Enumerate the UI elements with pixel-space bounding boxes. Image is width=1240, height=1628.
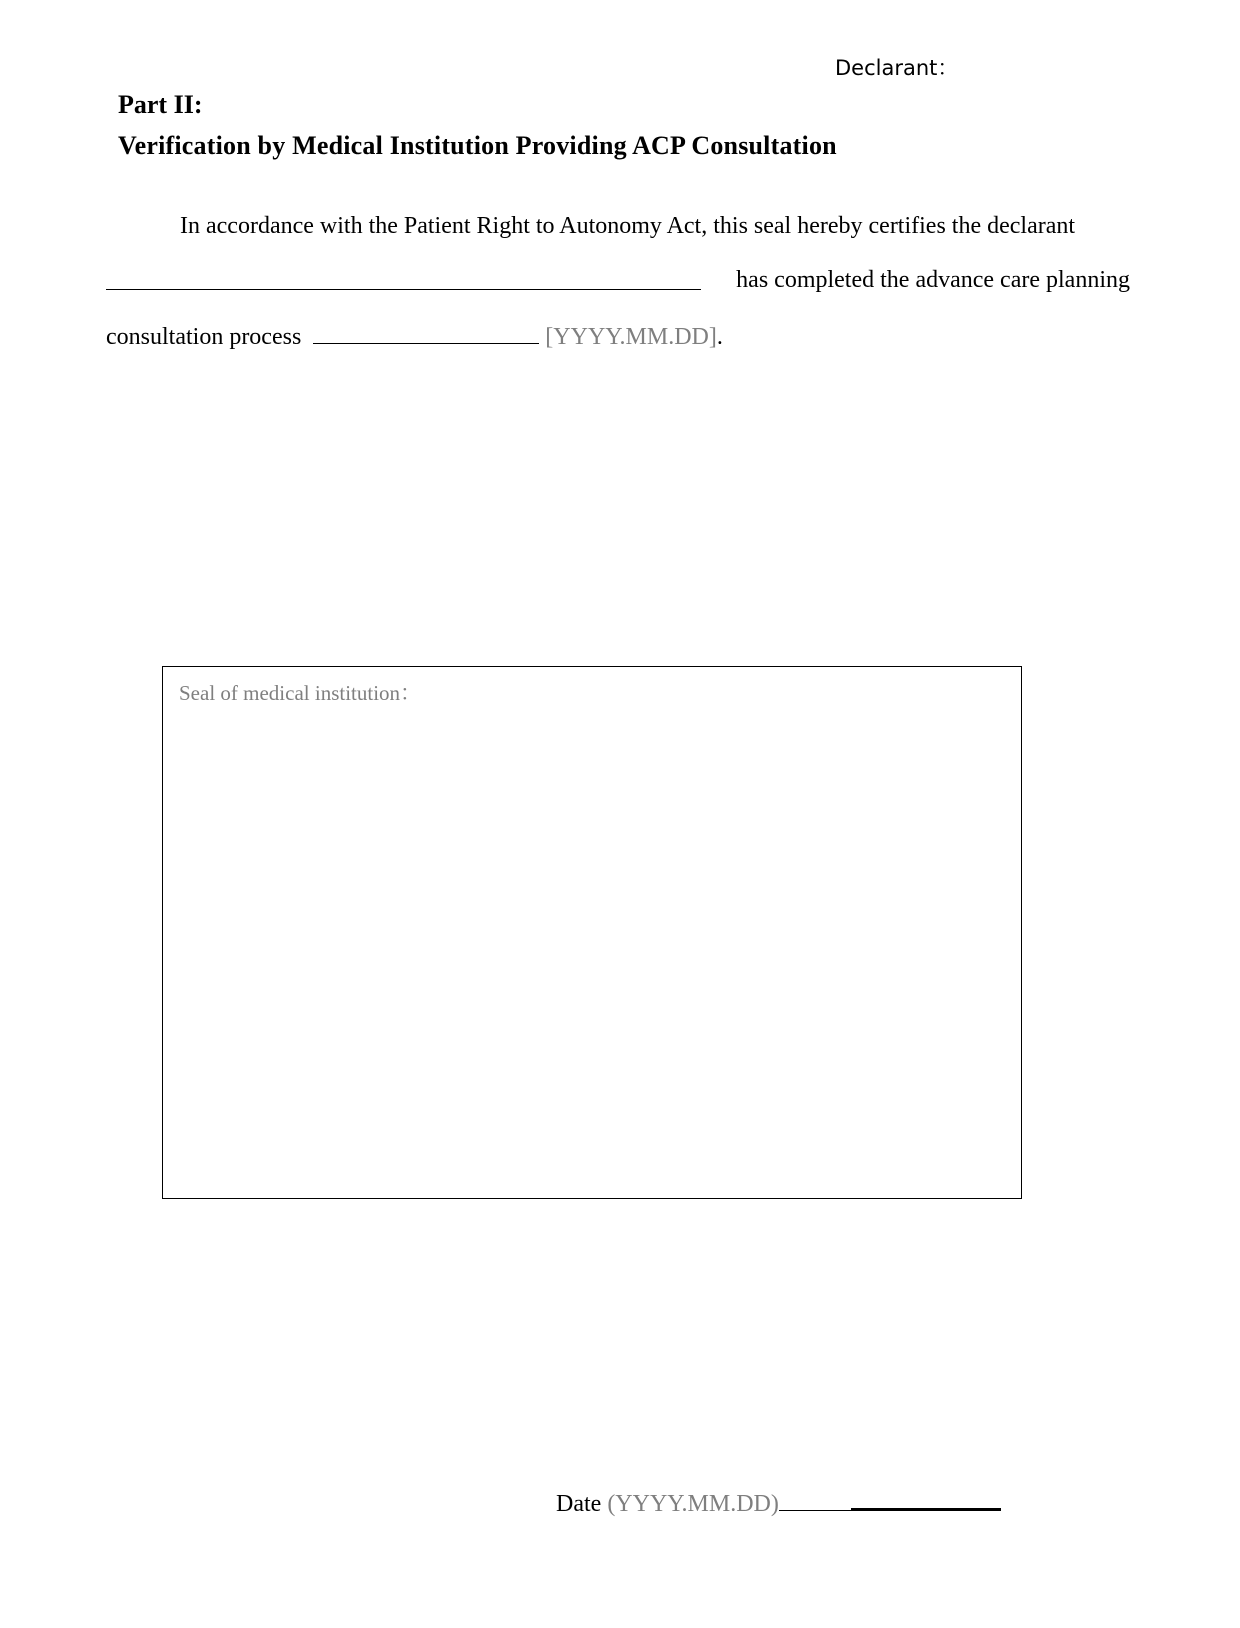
declarant-name-blank[interactable] (106, 267, 701, 290)
date-label: Date (556, 1491, 602, 1517)
consultation-date-blank[interactable] (313, 321, 539, 344)
statement-line-3-prefix: consultation process (106, 324, 302, 350)
date-blank-thin[interactable] (779, 1488, 851, 1511)
statement-line-2 (106, 267, 1130, 294)
statement-line-1: In accordance with the Patient Right to Autonomy Act, this seal hereby certifies the declarant (180, 213, 1076, 239)
declarant-label: Declarant： (835, 56, 959, 80)
part-title: Verification by Medical Institution Providing ACP Consultation (118, 131, 837, 160)
footer-date-line (556, 1486, 1001, 1518)
statement-line-3 (106, 321, 723, 351)
part-label: Part II: (118, 90, 203, 119)
statement-line-3-suffix: . (716, 324, 723, 350)
seal-label: Seal of medical institution： (179, 681, 422, 705)
date-format: (YYYY.MM.DD) (607, 1491, 779, 1517)
date-placeholder: [YYYY.MM.DD] (545, 324, 717, 350)
statement-line-2-text: has completed the advance care planning (736, 267, 1130, 293)
seal-box[interactable] (162, 666, 1022, 1199)
date-blank-thick[interactable] (851, 1486, 1001, 1511)
